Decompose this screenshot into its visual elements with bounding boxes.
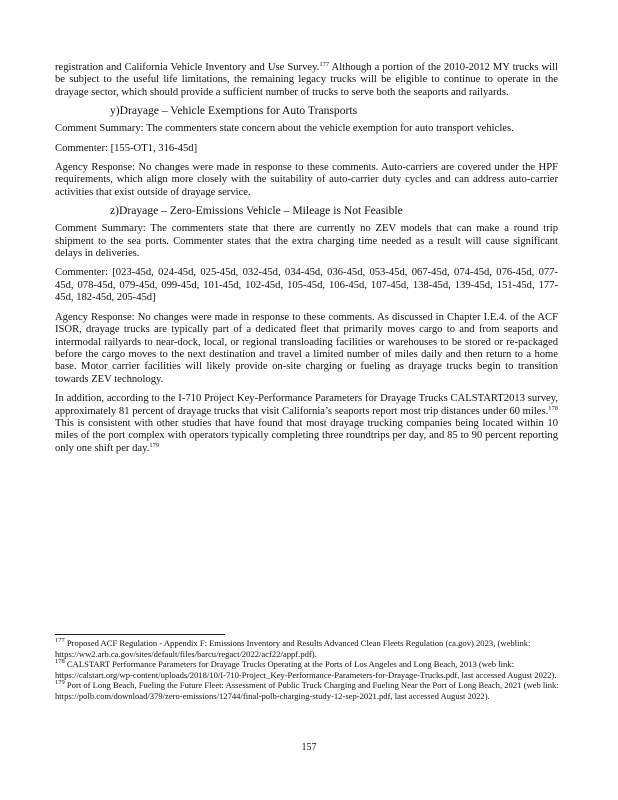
footnote-179 xyxy=(55,680,563,701)
footnote-number: 178 xyxy=(55,658,65,666)
footnote-number: 179 xyxy=(55,679,65,687)
footnote-text: CALSTART Performance Parameters for Drayage Trucks Operating at the Ports of Los Angeles and Long Beach, 2013 (web link: https://calstart.org/wp-content/uploads/2018/10/I-710-Project_Key-Performance-Parameters-for-Drayage-Trucks.pdf, last accessed August 2022). xyxy=(55,659,557,680)
intro-paragraph xyxy=(55,62,558,99)
footnotes xyxy=(55,634,563,702)
section-z-comment-summary: Comment Summary: The commenters state that there are currently no ZEV models that can make a round trip shipment to the sea ports. Commenter states that the extra charging time needed as a result will cause significant delays in deliveries. xyxy=(55,223,558,260)
document-body xyxy=(55,62,558,455)
intro-text: registration and California Vehicle Inventory and Use Survey. xyxy=(55,62,320,73)
footnote-divider xyxy=(55,634,225,635)
footnote-ref-179[interactable]: 179 xyxy=(149,441,160,449)
footnote-text: Proposed ACF Regulation - Appendix F: Emissions Inventory and Results Advanced Clean Fleets Regulation (ca.gov) 2023, (weblink: https://ww2.arb.ca.gov/sites/default/files/barcu/regact/2022/acf22/appf.pdf). xyxy=(55,638,531,659)
footnote-ref-177[interactable]: 177 xyxy=(319,61,330,68)
footnote-text: Port of Long Beach, Fueling the Future Fleet: Assessment of Public Truck Charging and Fueling Near the Port of Long Beach, 2021 (web link: https://polb.com/download/379/zero-emissions/12744/final-polb-charging-study-12-sep-2021.pdf, last accessed August 2022). xyxy=(55,680,559,701)
intro-text-continued: Although a portion of the 2010-2012 MY trucks will be subject to the useful life limitations, the remaining legacy trucks will be eligible to continue to operate in the drayage sector, which should provide a sufficient number of trucks to serve both the seaports and railyards. xyxy=(55,62,558,98)
footnote-178 xyxy=(55,659,563,680)
footnote-number: 177 xyxy=(55,637,65,644)
addition-text-continued: This is consistent with other studies that have found that most drayage trucking companies being located within 10 miles of the port complex with operators typically completing three roundtrips per day, and 85 to 90 percent reporting only one shift per day. xyxy=(55,417,558,454)
footnote-177 xyxy=(55,638,563,659)
section-z-agency-response: Agency Response: No changes were made in response to these comments. As discussed in Chapter I.E.4. of the ACF ISOR, drayage trucks are typically part of a dedicated fleet that primarily moves cargo to and from seaports and intermodal railyards to near-dock, local, or regional transloading facilities or warehouses to be stored or re-packaged before the cargo moves to the next destination and travel a limited number of miles daily and then return to a home base. Motor carrier facilities will likely provide on-site charging or fueling as drayage trucks begin to transition towards ZEV technology. xyxy=(55,311,558,385)
section-y-comment-summary: Comment Summary: The commenters state concern about the vehicle exemption for auto transport vehicles. xyxy=(55,123,514,135)
section-y-commenter: Commenter: [155-OT1, 316-45d] xyxy=(55,142,198,154)
section-y-agency-response: Agency Response: No changes were made in response to these comments. Auto-carriers are covered under the HPF requirements, which align more closely with the suitability of auto-carrier duty cycles and can address auto-carrier activities that exist outside of drayage service. xyxy=(55,162,558,198)
footnote-ref-178[interactable]: 178 xyxy=(548,404,558,412)
addition-text: In addition, according to the I-710 Project Key-Performance Parameters for Drayage Trucks CALSTART2013 survey, approximately 81 percent of drayage trucks that visit California’s seaports report most trip distances under 60 miles. xyxy=(55,393,558,417)
section-z-heading: z)Drayage – Zero-Emissions Vehicle – Mileage is Not Feasible xyxy=(110,204,403,218)
section-z-addition-paragraph xyxy=(55,393,558,455)
section-z-commenter: Commenter: [023-45d, 024-45d, 025-45d, 032-45d, 034-45d, 036-45d, 053-45d, 067-45d, 074-45d, 076-45d, 077-45d, 078-45d, 079-45d, 099-45d, 101-45d, 102-45d, 105-45d, 106-45d, 107-45d, 138-45d, 139-45d, 151-45d, 177-45d, 182-45d, 205-45d] xyxy=(55,267,558,304)
page-number: 157 xyxy=(301,742,317,753)
section-y-heading: y)Drayage – Vehicle Exemptions for Auto Transports xyxy=(110,104,358,118)
